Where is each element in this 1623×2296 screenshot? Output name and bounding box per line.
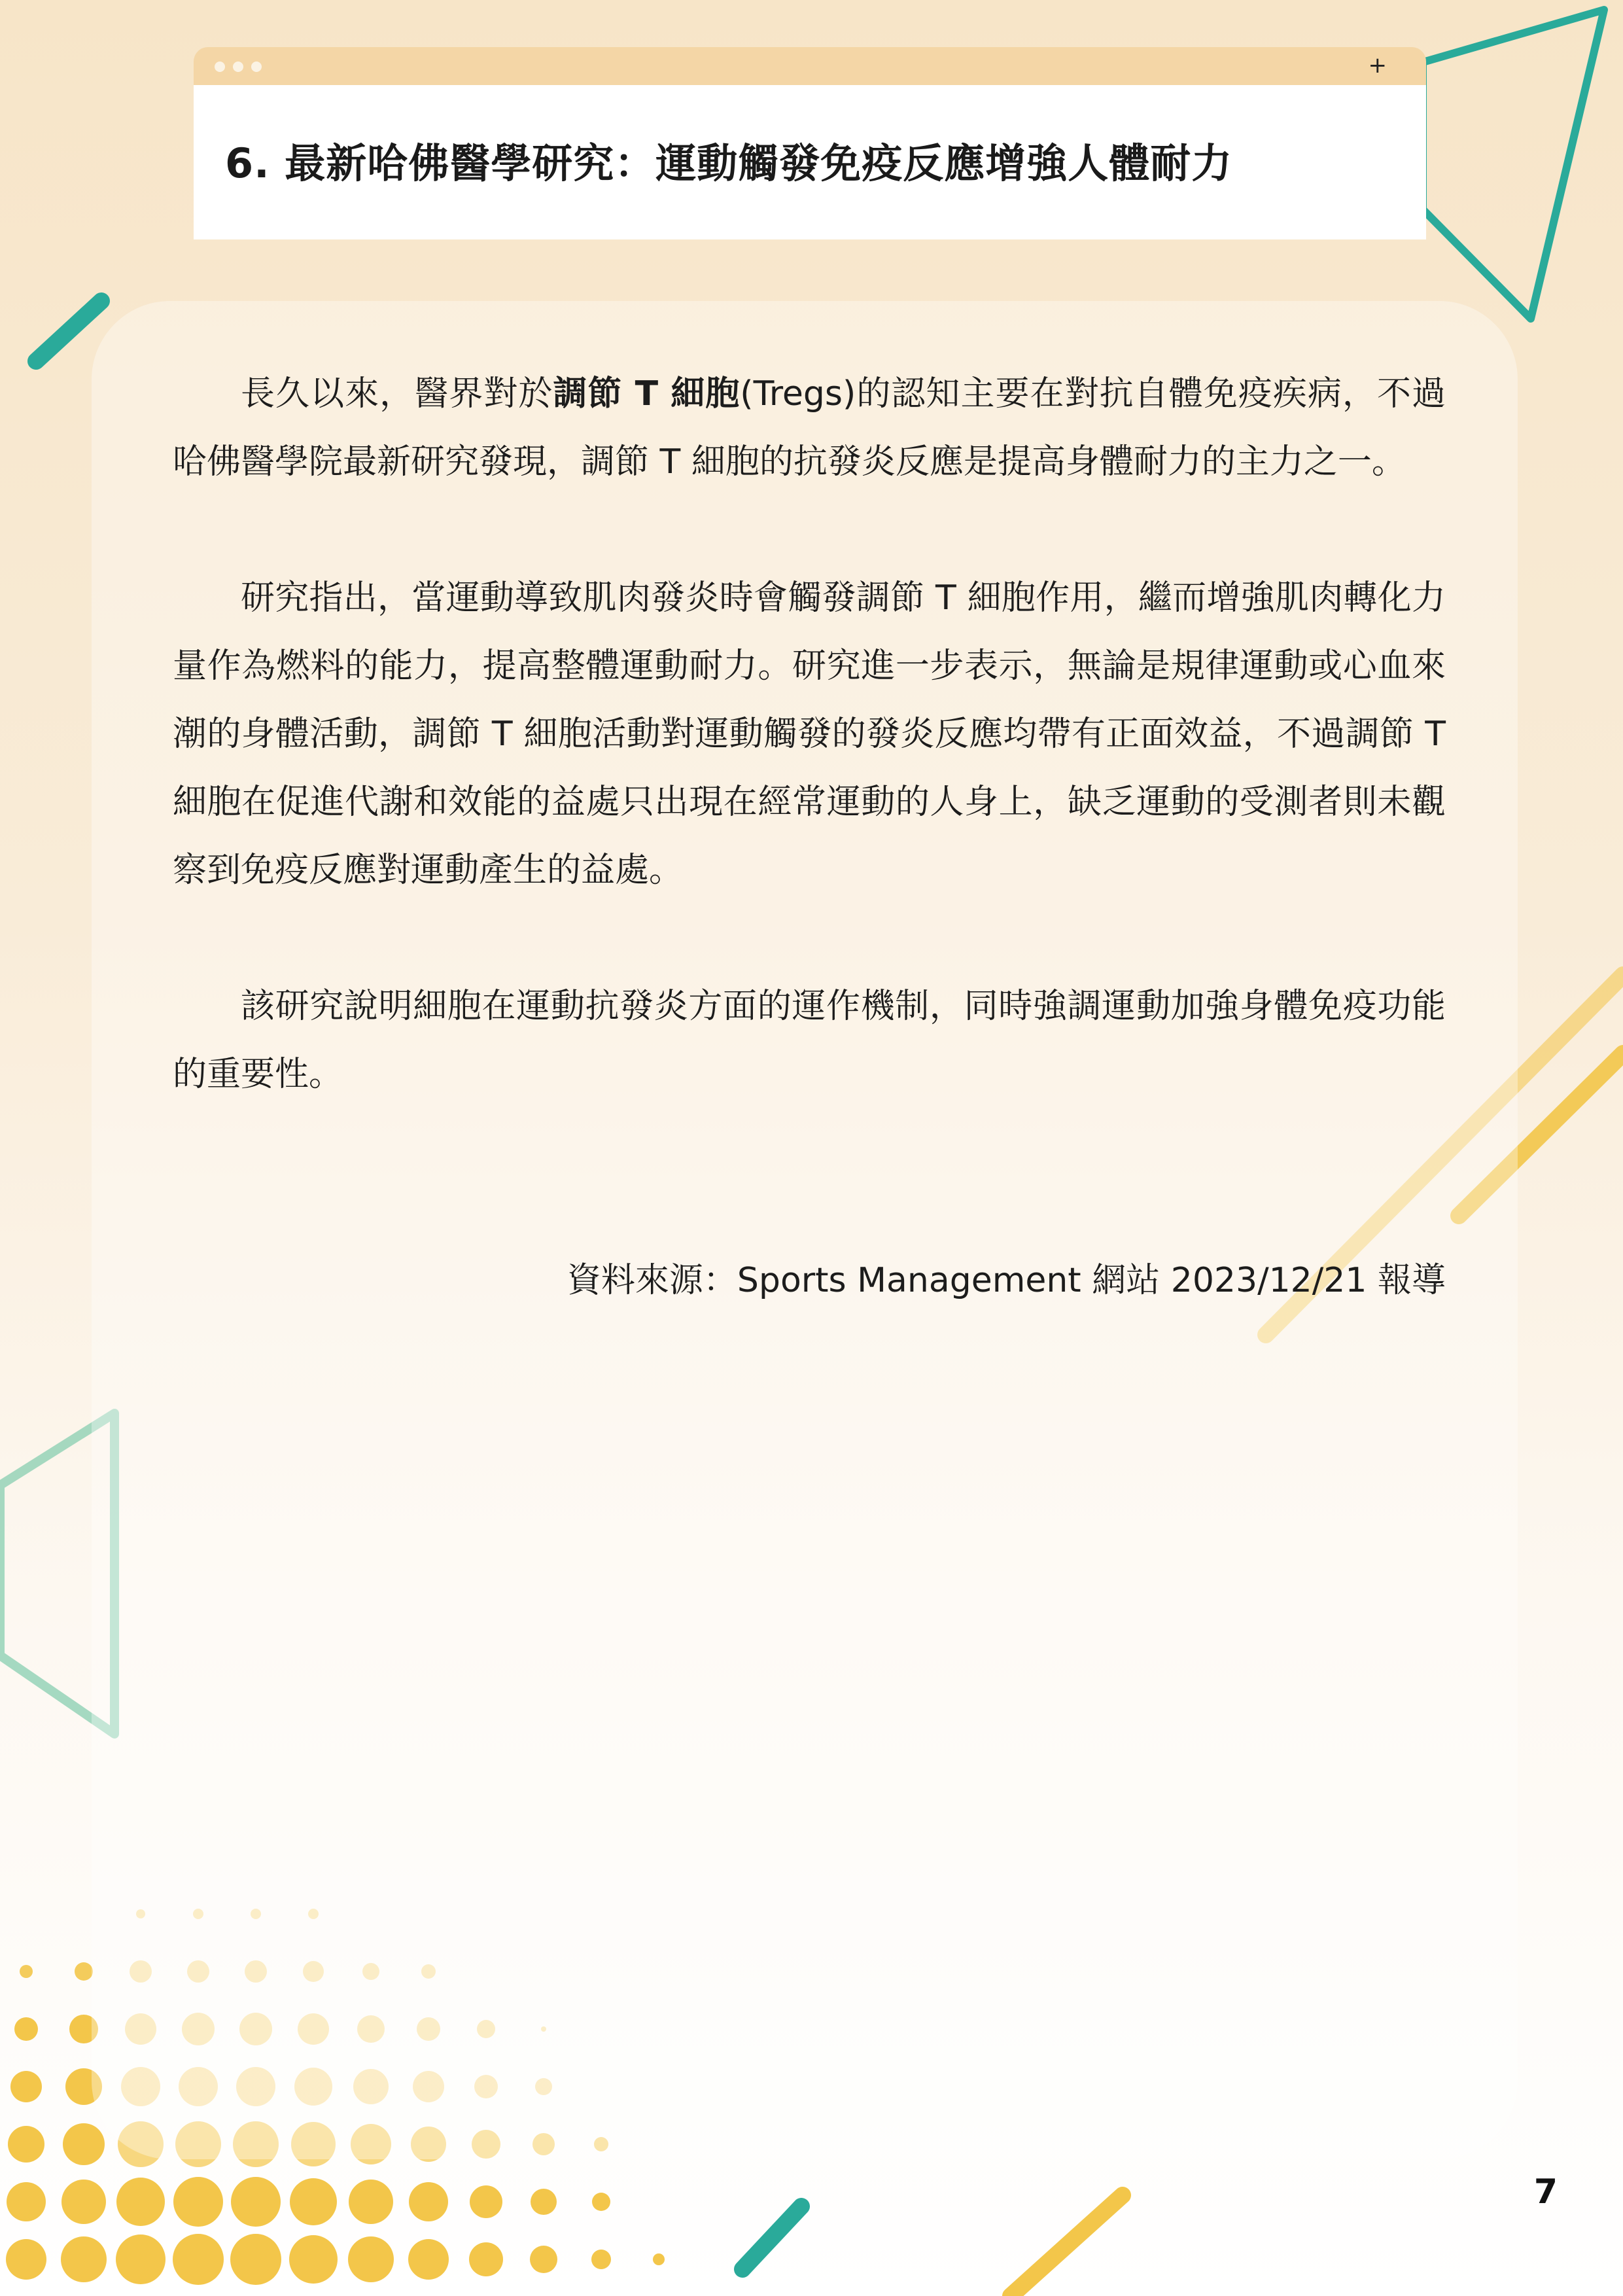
- paragraph-1-bold-term: 調節 T 細胞: [553, 374, 741, 414]
- article-title: 6. 最新哈佛醫學研究：運動觸發免疫反應增強人體耐力: [225, 139, 1233, 187]
- teal-dash-decoration: [742, 2206, 801, 2269]
- plus-icon: +: [1368, 52, 1387, 79]
- paragraph-1-pre: 長久以來，醫界對於: [241, 374, 553, 414]
- paragraph-1: [173, 360, 1446, 496]
- title-window-body: [194, 85, 1426, 239]
- source-citation: 資料來源：Sports Management 網站 2023/12/21 報導: [567, 1261, 1446, 1300]
- window-dots-icon: [215, 62, 262, 72]
- yellow-line-decoration: [1011, 2195, 1123, 2296]
- teal-triangle-decoration: [1423, 10, 1604, 319]
- teal-dash-decoration: [36, 301, 101, 361]
- title-window: [194, 47, 1426, 239]
- paragraph-2: 研究指出，當運動導致肌肉發炎時會觸發調節 T 細胞作用，繼而增強肌肉轉化力量作為燃料的能力，提高整體運動耐力。研究進一步表示，無論是規律運動或心血來潮的身體活動，調節 T 細胞活動對運動觸發的發炎反應均帶有正面效益，不過調節 T 細胞在促進代謝和效能的益處只出現在經常運動的人身上，缺乏運動的受測者則未觀察到免疫反應對運動產生的益處。: [173, 578, 1446, 890]
- paragraph-1-post: (Tregs)的認知主要在對抗自體免疫疾病，不過哈佛醫學院最新研究發現，調節 T 細胞的抗發炎反應是提高身體耐力的主力之一。: [173, 374, 1446, 482]
- page-number: 7: [1533, 2172, 1558, 2212]
- title-window-bar: [194, 47, 1426, 85]
- article-body: [173, 360, 1446, 1176]
- paragraph-3: 該研究說明細胞在運動抗發炎方面的運作機制，同時強調運動加強身體免疫功能的重要性。: [173, 987, 1446, 1094]
